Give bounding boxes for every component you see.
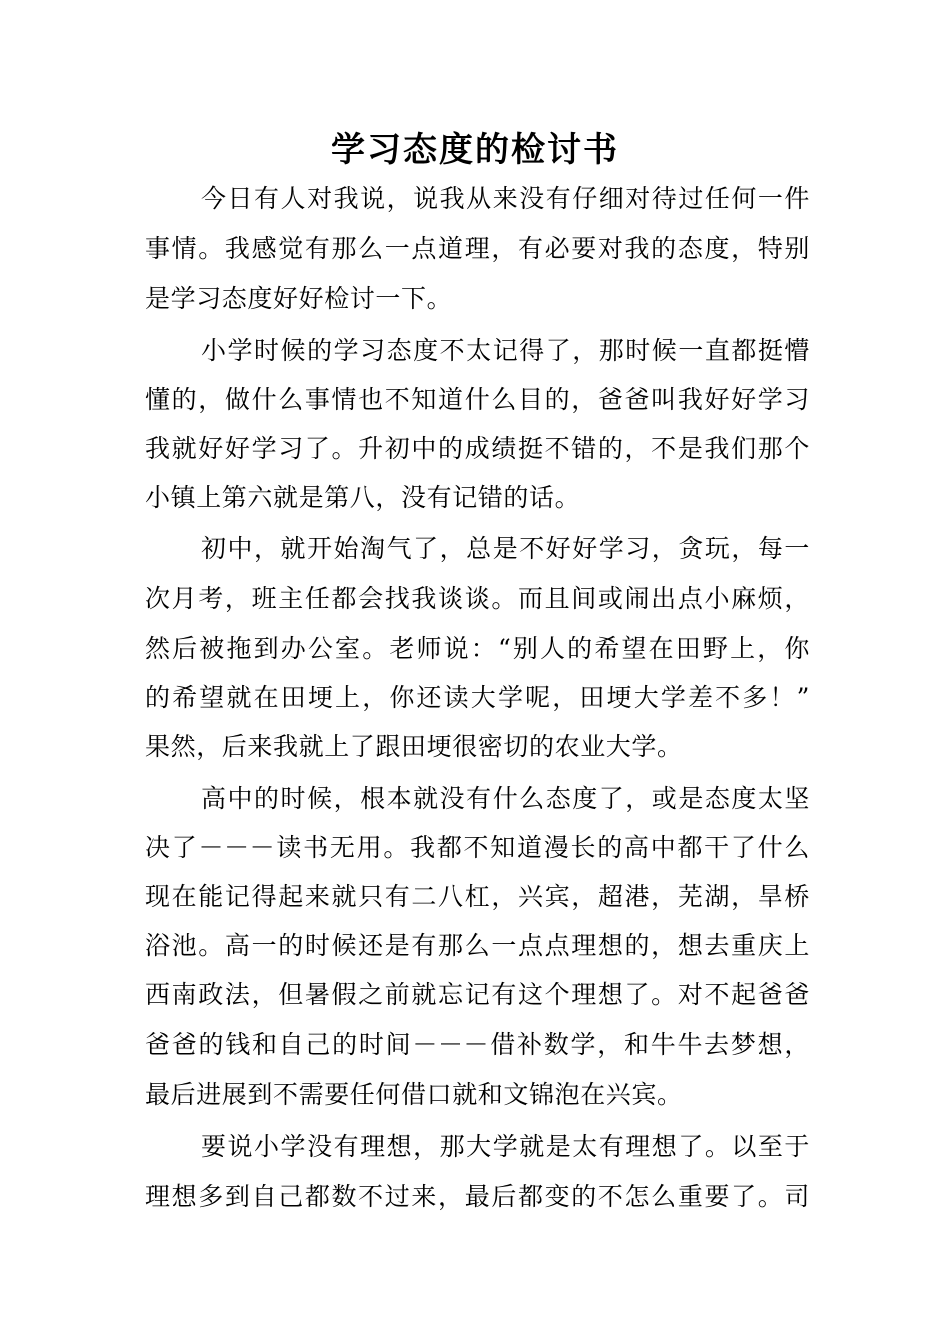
paragraph-3-line-1: 初中，就开始淘气了，总是不好好学习，贪玩，每一 <box>201 534 810 563</box>
paragraph-3-line-4: 的希望就在田埂上，你还读大学呢，田埂大学差不多！” <box>145 683 810 712</box>
paragraph-2-line-2: 懂的，做什么事情也不知道什么目的，爸爸叫我好好学习 <box>145 385 810 414</box>
paragraph-2-line-4: 小镇上第六就是第八，没有记错的话。 <box>145 483 581 512</box>
paragraph-4-line-2: 决了－－－读书无用。我都不知道漫长的高中都干了什么 <box>145 833 810 862</box>
paragraph-4-line-5: 西南政法，但暑假之前就忘记有这个理想了。对不起爸爸 <box>145 980 810 1009</box>
paragraph-1-line-3: 是学习态度好好检讨一下。 <box>145 284 453 313</box>
paragraph-3-line-2: 次月考，班主任都会找我谈谈。而且间或闹出点小麻烦， <box>145 584 810 613</box>
paragraph-4-line-4: 浴池。高一的时候还是有那么一点点理想的，想去重庆上 <box>145 931 810 960</box>
paragraph-4-line-3: 现在能记得起来就只有二八杠，兴宾，超港，芜湖，旱桥 <box>145 882 810 911</box>
paragraph-4-line-1: 高中的时候，根本就没有什么态度了，或是态度太坚 <box>201 784 810 813</box>
paragraph-4-line-7: 最后进展到不需要任何借口就和文锦泡在兴宾。 <box>145 1080 683 1109</box>
paragraph-3-line-5: 果然，后来我就上了跟田埂很密切的农业大学。 <box>145 732 683 761</box>
document-title: 学习态度的检讨书 <box>331 130 619 170</box>
paragraph-1-line-2: 事情。我感觉有那么一点道理，有必要对我的态度，特别 <box>145 234 810 263</box>
paragraph-1-line-1: 今日有人对我说，说我从来没有仔细对待过任何一件 <box>201 184 810 213</box>
paragraph-2-line-3: 我就好好学习了。升初中的成绩挺不错的，不是我们那个 <box>145 434 810 463</box>
paragraph-3-line-3: 然后被拖到办公室。老师说：“别人的希望在田野上，你 <box>145 634 810 663</box>
paragraph-5-line-2: 理想多到自己都数不过来，最后都变的不怎么重要了。司 <box>145 1182 810 1211</box>
paragraph-2-line-1: 小学时候的学习态度不太记得了，那时候一直都挺懵 <box>201 336 810 365</box>
paragraph-5-line-1: 要说小学没有理想，那大学就是太有理想了。以至于 <box>201 1132 810 1161</box>
paragraph-4-line-6: 爸爸的钱和自己的时间－－－借补数学，和牛牛去梦想， <box>145 1030 810 1059</box>
